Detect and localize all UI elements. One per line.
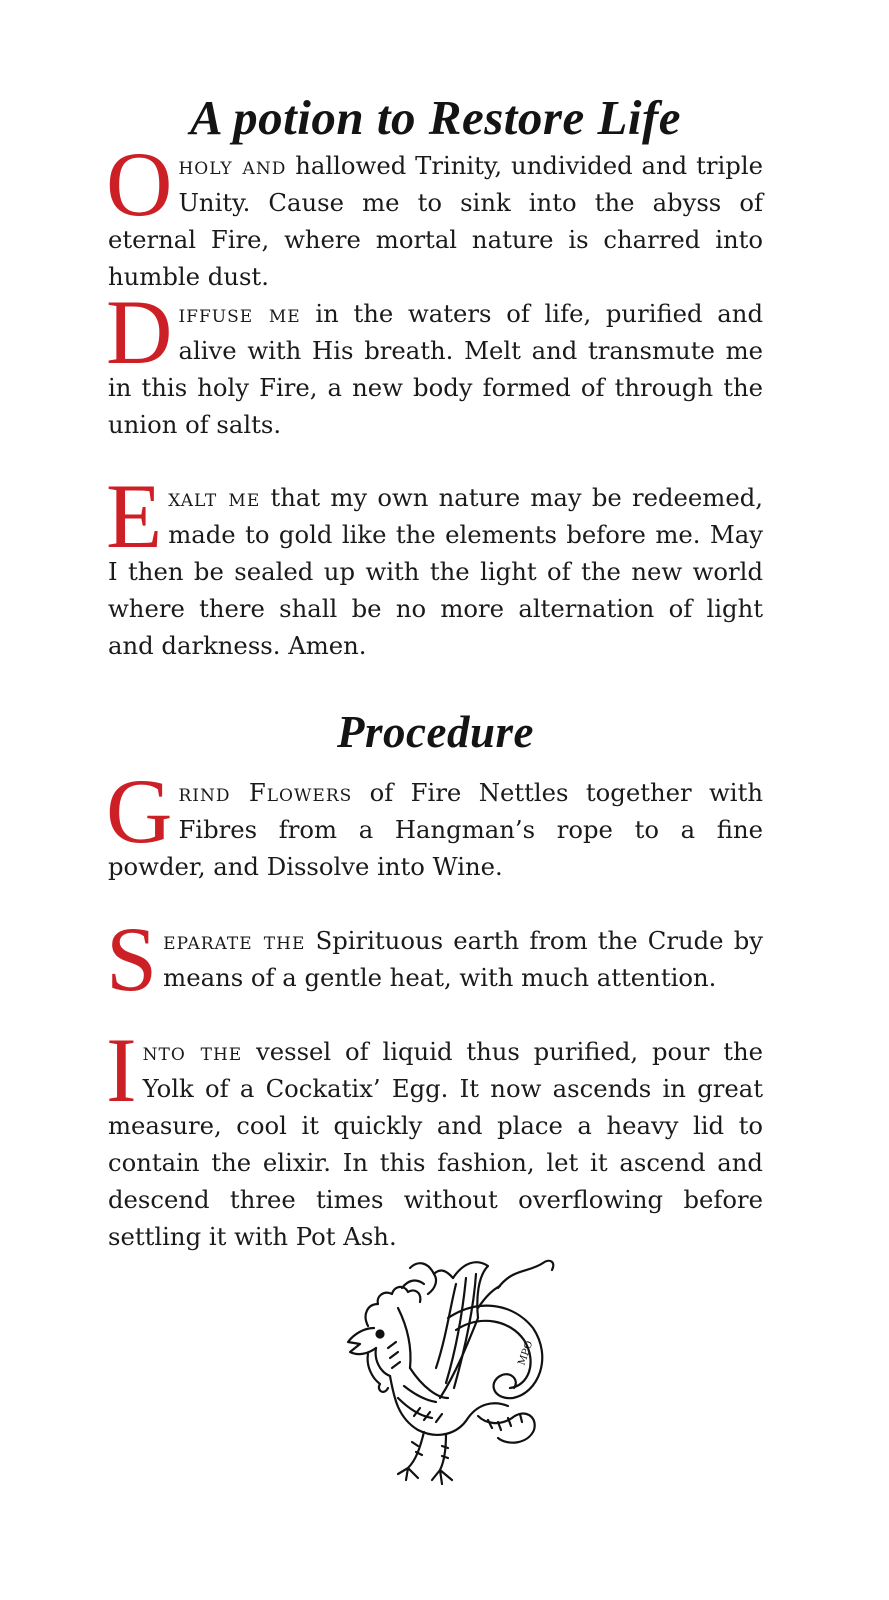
tail-inscription: MPO bbox=[516, 1339, 536, 1368]
drop-cap-d: D bbox=[106, 281, 173, 383]
paragraph-lead-words: rind Flowers bbox=[178, 778, 353, 807]
paragraph-lead-words: holy and bbox=[178, 151, 287, 180]
drop-cap-e: E bbox=[106, 465, 163, 567]
cockatrice-woodcut-icon bbox=[328, 1248, 568, 1498]
paragraph-lead-words: eparate the bbox=[163, 926, 306, 955]
drop-cap-i: I bbox=[106, 1019, 137, 1121]
prayer-paragraph-2 bbox=[106, 281, 763, 443]
procedure-step-3 bbox=[106, 1019, 763, 1255]
drop-cap-s: S bbox=[106, 908, 158, 1010]
paragraph-lead-words: nto the bbox=[142, 1037, 243, 1066]
prayer-paragraph-1 bbox=[106, 133, 763, 295]
procedure-step-1 bbox=[106, 760, 763, 885]
paragraph-body: Spirituous earth from the Crude by means of a gentle heat, with much attention. bbox=[163, 926, 763, 992]
prayer-paragraph-3 bbox=[106, 465, 763, 664]
drop-cap-o: O bbox=[106, 133, 173, 235]
paragraph-body: in the waters of life, purified and alive with His breath. Melt and transmute me in this holy Fire, a new body formed of through the union of salts. bbox=[108, 299, 763, 439]
paragraph-body: hallowed Trinity, undivided and triple Unity. Cause me to sink into the abyss of eternal Fire, where mortal nature is charred into humble dust. bbox=[108, 151, 763, 291]
page-title: A potion to Restore Life bbox=[189, 90, 682, 145]
paragraph-body: that my own nature may be redeemed, made to gold like the elements before me. May I then be sealed up with the light of the new world where there shall be no more alternation of light and darkness. Amen. bbox=[108, 483, 763, 660]
paragraph-lead-words: iffuse me bbox=[178, 299, 301, 328]
drop-cap-g: G bbox=[106, 760, 173, 862]
procedure-heading: Procedure bbox=[337, 707, 534, 757]
procedure-step-2 bbox=[106, 908, 763, 1010]
paragraph-body: of Fire Nettles together with Fibres from a Hangman’s rope to a fine powder, and Dissolve into Wine. bbox=[108, 778, 763, 881]
paragraph-lead-words: xalt me bbox=[168, 483, 261, 512]
paragraph-body: vessel of liquid thus purified, pour the Yolk of a Cockatix’ Egg. It now ascends in great measure, cool it quickly and place a heavy lid to contain the elixir. In this fashion, let it ascend and descend three times without overflowing before settling it with Pot Ash. bbox=[108, 1037, 763, 1251]
